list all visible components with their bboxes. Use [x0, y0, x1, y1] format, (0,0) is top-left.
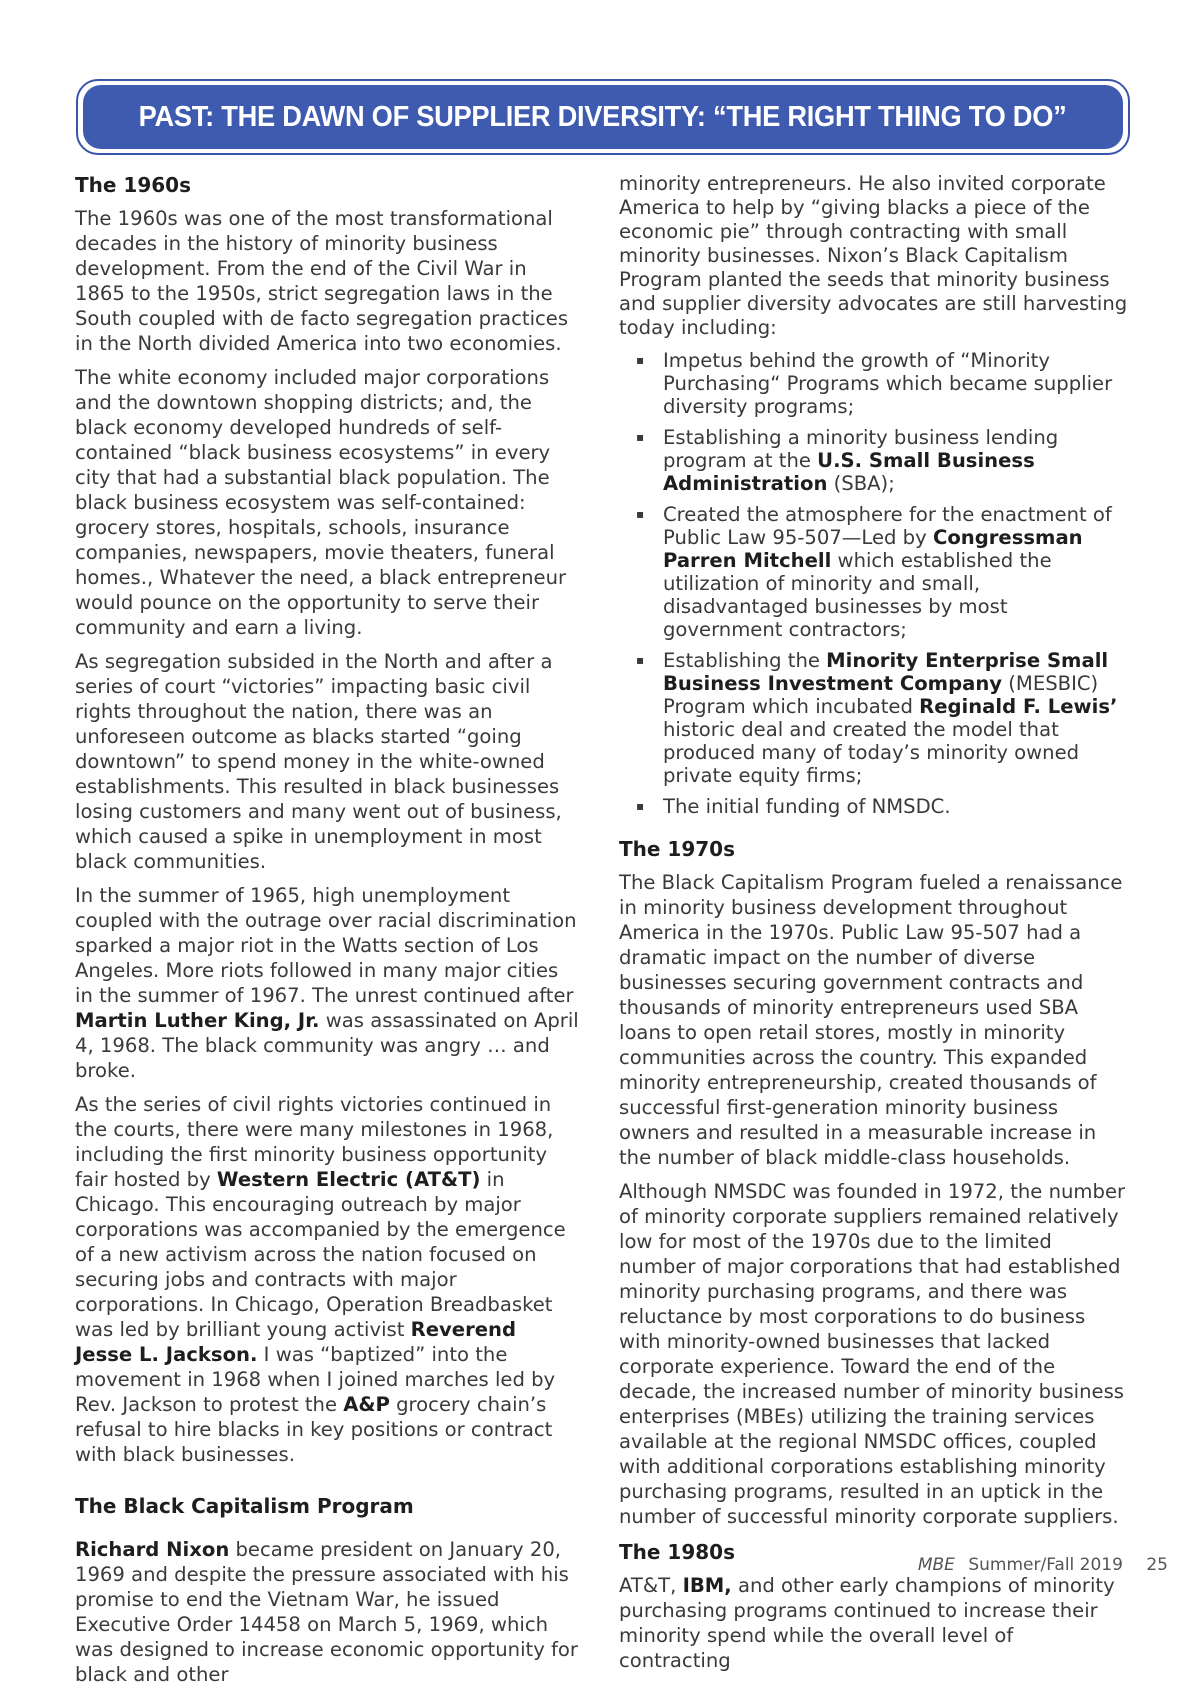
paragraph: As the series of civil rights victories continued in the courts, there were many milestones in 1968, including the first minority business opportunity fair hosted by Western Electric (AT&T) in Chicago. This encouraging outreach by major corporations was accompanied by the emergence of a new activism across the nation focused on securing jobs and contracts with major corporations. In Chicago, Operation Breadbasket was led by brilliant young activist Reverend Jesse L. Jackson. I was “baptized” into the movement in 1968 when I joined marches led by Rev. Jackson to protest the A&P grocery chain’s refusal to hire blacks in key positions or contract with black businesses. [75, 1093, 566, 1466]
paragraph: minority entrepreneurs. He also invited corporate America to help by “giving blacks a piece of the economic pie” through contracting with small minority businesses. Nixon’s Black Capitalism Program planted the seeds that minority business and supplier diversity advocates are still harvesting today including: [619, 172, 1128, 339]
paragraph: Richard Nixon became president on January 20, 1969 and despite the pressure associated with his promise to end the Vietnam War, he issued Executive Order 14458 on March 5, 1969, which was designed to increase economic opportunity for black and other [75, 1538, 578, 1686]
list-item: ▪ Created the atmosphere for the enactment of Public Law 95-507—Led by Congressman Parren Mitchell which established the utilization of minority and small, disadvantaged businesses by most government contractors; [636, 503, 1112, 641]
paragraph: The 1960s was one of the most transformational decades in the history of minority business development. From the end of the Civil War in 1865 to the 1950s, strict segregation laws in the South coupled with de facto segregation practices in the North divided America into two economies. [75, 207, 569, 355]
issue-label: Summer/Fall 2019 [968, 1555, 1123, 1575]
paragraph: The white economy included major corporations and the downtown shopping districts; and, the black economy developed hundreds of self-contained “black business ecosystems” in every city that had a substantial black population. The black business ecosystem was self-contained: grocery stores, hospitals, schools, insurance companies, newspapers, movie theaters, funeral homes., Whatever the need, a black entrepreneur would pounce on the opportunity to serve their community and earn a living. [75, 366, 567, 639]
title-banner [83, 85, 1123, 149]
list-item: ▪ The initial funding of NMSDC. [636, 795, 951, 818]
bold-name: Richard Nixon [75, 1538, 230, 1561]
bullet-icon: ▪ [636, 653, 645, 667]
paragraph: The Black Capitalism Program fueled a renaissance in minority business development throughout America in the 1970s. Public Law 95-507 had a dramatic impact on the number of diverse businesses securing government contracts and thousands of minority entrepreneurs used SBA loans to open retail stores, mostly in minority communities across the country. This expanded minority entrepreneurship, created thousands of successful first-generation minority business owners and resulted in a measurable increase in the number of black middle-class households. [619, 871, 1123, 1169]
title-banner-frame [76, 79, 1130, 155]
bullet-list [619, 349, 1129, 818]
bold-name: A&P [343, 1393, 390, 1416]
paragraph: In the summer of 1965, high unemployment coupled with the outrage over racial discrimination sparked a major riot in the Watts section of Los Angeles. More riots followed in many major cities in the summer of 1967. The unrest continued after Martin Luther King, Jr. was assassinated on April 4, 1968. The black community was angry … and broke. [75, 884, 579, 1082]
bold-name: Reverend Jesse L. Jackson. [75, 1318, 517, 1366]
page-number: 25 [1146, 1555, 1168, 1575]
bullet-icon: ▪ [636, 430, 645, 444]
page-title: PAST: THE DAWN OF SUPPLIER DIVERSITY: “THE RIGHT THING TO DO” [139, 100, 1067, 133]
bold-name: Western Electric (AT&T) [216, 1168, 481, 1191]
bullet-icon: ▪ [636, 353, 645, 367]
heading-black-capitalism-program: The Black Capitalism Program [75, 1494, 414, 1518]
paragraph: AT&T, IBM, and other early champions of minority purchasing programs continued to increase their minority spend while the overall level of contracting [619, 1574, 1115, 1672]
bullet-icon: ▪ [636, 507, 645, 521]
list-item: ▪ Establishing the Minority Enterprise Small Business Investment Company (MESBIC) Program which incubated Reginald F. Lewis’ historic deal and created the model that produced many of today’s minority owned private equity firms; [636, 649, 1118, 787]
list-item: ▪ Impetus behind the growth of “Minority Purchasing“ Programs which became supplier diversity programs; [636, 349, 1113, 418]
bullet-icon: ▪ [636, 799, 645, 813]
heading-1980s: The 1980s [619, 1540, 735, 1564]
right-column [619, 172, 1129, 1682]
bold-name: IBM, [682, 1574, 732, 1597]
left-column [75, 172, 580, 1696]
heading-1970s: The 1970s [619, 837, 735, 861]
page-footer [918, 1555, 1168, 1575]
paragraph: As segregation subsided in the North and after a series of court “victories” impacting basic civil rights throughout the nation, there was an unforeseen outcome as blacks started “going downtown” to spend money in the white-owned establishments. This resulted in black businesses losing customers and many went out of business, which caused a spike in unemployment in most black communities. [75, 650, 562, 873]
paragraph: Although NMSDC was founded in 1972, the number of minority corporate suppliers remained relatively low for most of the 1970s due to the limited number of major corporations that had established minority purchasing programs, and there was reluctance by most corporations to do business with minority-owned businesses that lacked corporate experience. Toward the end of the decade, the increased number of minority business enterprises (MBEs) utilizing the training services available at the regional NMSDC offices, coupled with additional corporations establishing minority purchasing programs, resulted in an uptick in the number of successful minority corporate suppliers. [619, 1180, 1126, 1528]
list-item: ▪ Establishing a minority business lending program at the U.S. Small Business Administration (SBA); [636, 426, 1059, 495]
bold-name: Martin Luther King, Jr. [75, 1009, 320, 1032]
magazine-name: MBE [917, 1555, 955, 1575]
heading-1960s: The 1960s [75, 173, 191, 197]
